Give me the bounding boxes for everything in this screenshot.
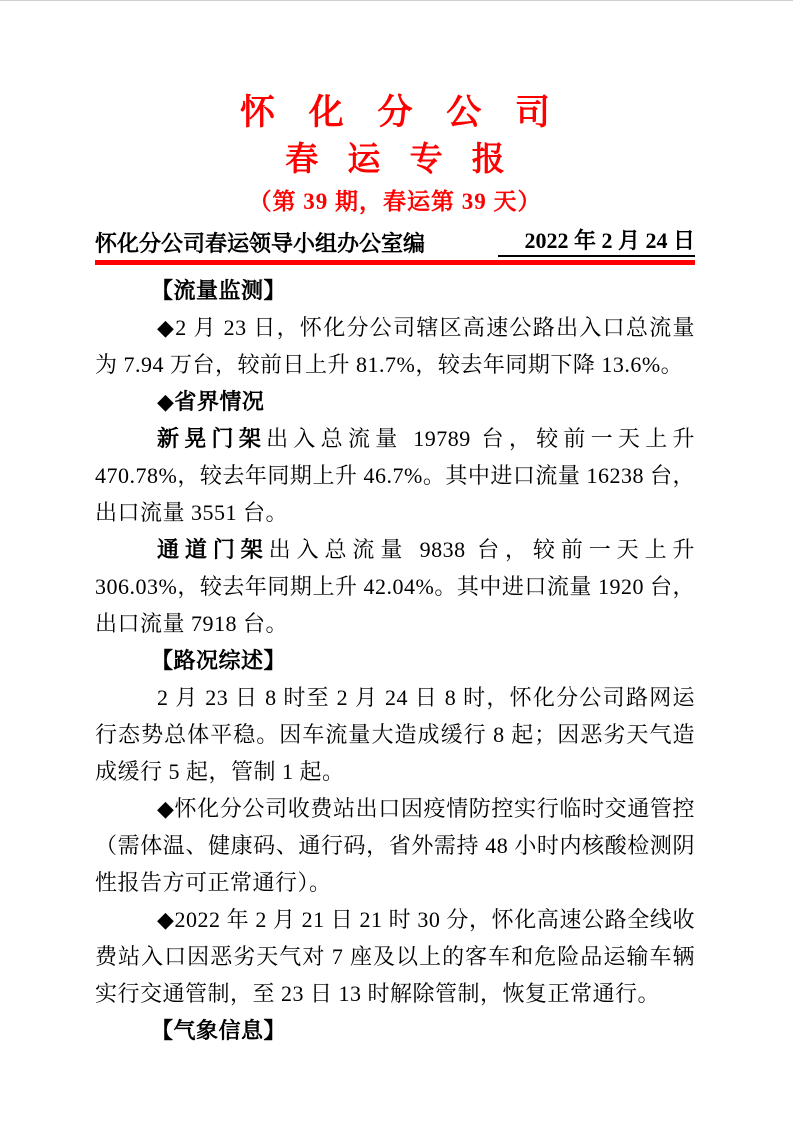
document-content bbox=[95, 1, 695, 1049]
section-heading-weather-info: 【气象信息】 bbox=[151, 1018, 287, 1043]
org-title: 怀 化 分 公 司 bbox=[240, 93, 562, 132]
tongdao-gantry-text: 出入总流量 9838 台，较前一天上升 306.03%，较去年同期上升 42.04%。其中进口流量 1920 台，出口流量 7918 台。 bbox=[95, 537, 695, 636]
paragraph-tongdao-gantry bbox=[95, 531, 695, 642]
document-header bbox=[95, 1, 695, 265]
subheading-province-border: ◆省界情况 bbox=[157, 389, 265, 414]
compiler-label: 怀化分公司春运领导小组办公室编 bbox=[95, 231, 426, 256]
paragraph-xinhuang-gantry bbox=[95, 420, 695, 531]
paragraph-epidemic-control: ◆怀化分公司收费站出口因疫情防控实行临时交通管控（需体温、健康码、通行码，省外需持 48 小时内核酸检测阴性报告方可正常通行）。 bbox=[95, 796, 695, 895]
paragraph-total-flow: ◆2 月 23 日，怀化分公司辖区高速公路出入口总流量为 7.94 万台，较前日上升 81.7%，较去年同期下降 13.6%。 bbox=[95, 315, 695, 377]
section-heading-road-conditions: 【路况综述】 bbox=[151, 648, 287, 673]
tongdao-gantry-label: 通道门架 bbox=[157, 537, 269, 562]
paragraph-network-status: 2 月 23 日 8 时至 2 月 24 日 8 时，怀化分公司路网运行态势总体平稳。因车流量大造成缓行 8 起；因恶劣天气造成缓行 5 起，管制 1 起。 bbox=[95, 685, 695, 784]
editor-row bbox=[95, 228, 695, 257]
report-title: 春 运 专 报 bbox=[285, 140, 515, 177]
xinhuang-gantry-text: 出入总流量 19789 台，较前一天上升 470.78%，较去年同期上升 46.7%。其中进口流量 16238 台，出口流量 3551 台。 bbox=[95, 426, 695, 525]
header-red-rule bbox=[95, 260, 695, 265]
issue-info: （第 39 期，春运第 39 天） bbox=[248, 189, 542, 214]
document-body bbox=[95, 272, 695, 1049]
section-heading-flow-monitoring: 【流量监测】 bbox=[151, 278, 287, 303]
date-label: 2022 年 2 月 24 日 bbox=[498, 228, 695, 257]
xinhuang-gantry-label: 新晃门架 bbox=[157, 426, 267, 451]
paragraph-weather-control: ◆2022 年 2 月 21 日 21 时 30 分，怀化高速公路全线收费站入口因恶劣天气对 7 座及以上的客车和危险品运输车辆实行交通管制，至 23 日 13 时解除管制，恢复正常通行。 bbox=[95, 907, 695, 1006]
